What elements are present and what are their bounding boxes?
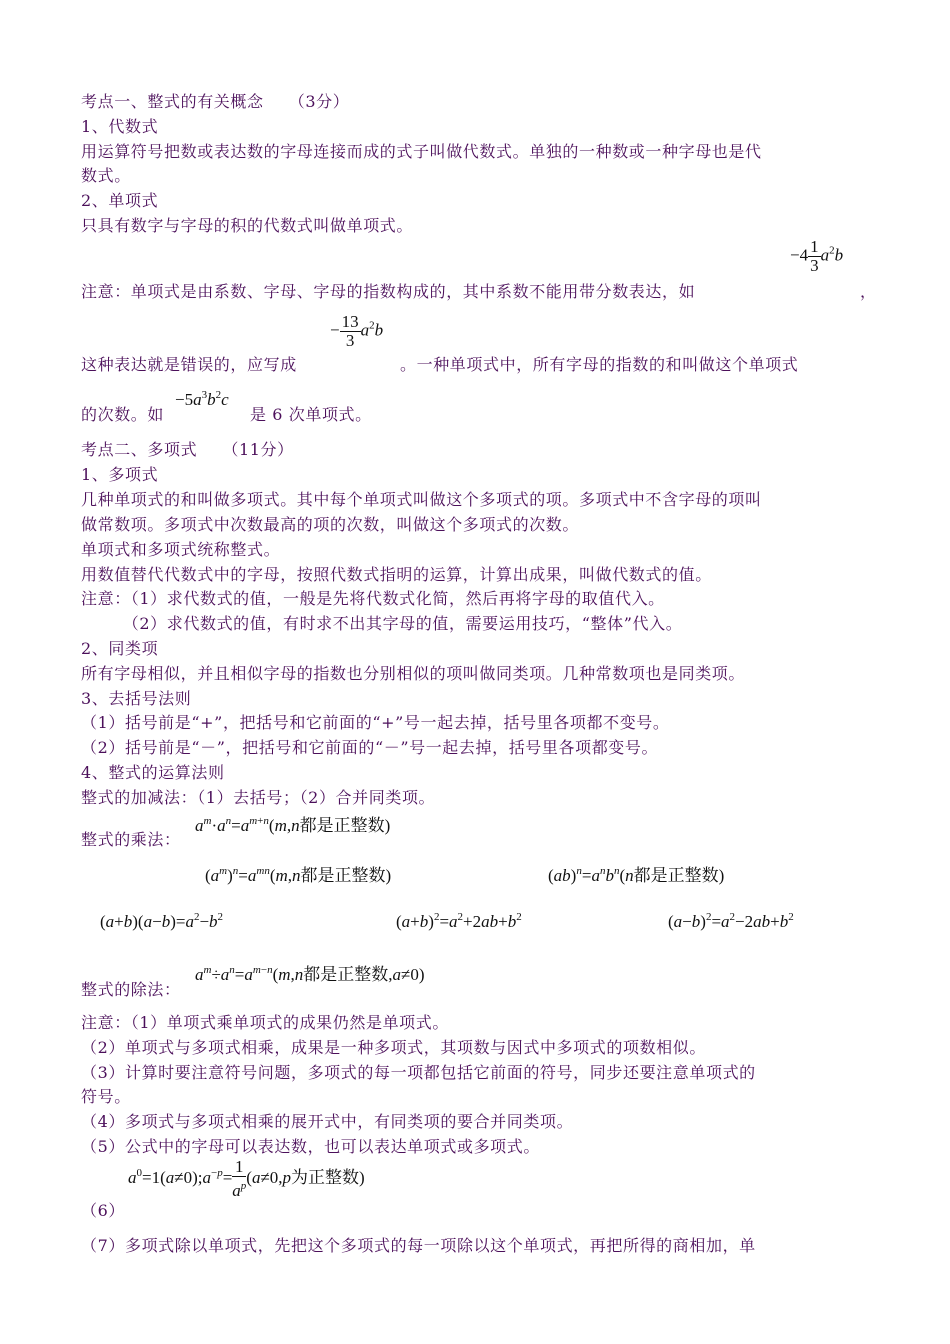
paragraph-line: 整式的乘法： <box>81 830 181 849</box>
subheading-bracket-rules: 3、去括号法则 <box>81 689 192 708</box>
paragraph-line: 所有字母相似，并且相似字母的指数也分别相似的项叫做同类项。几种常数项也是同类项。 <box>81 664 746 683</box>
note-line: 注意：（1）求代数式的值，一般是先将代数式化简，然后再将字母的取值代入。 <box>81 589 665 608</box>
paragraph-line: 注意：单项式是由系数、字母、字母的指数构成的，其中系数不能用带分数表达，如 <box>81 282 696 301</box>
subheading-polynomial: 1、多项式 <box>81 465 159 484</box>
section-heading-2: 考点二、多项式 （11分） <box>81 440 294 459</box>
paragraph-line: 只具有数字与字母的积的代数式叫做单项式。 <box>81 216 414 235</box>
paragraph-line: 整式的除法： <box>81 980 181 999</box>
paragraph-line: 这种表达就是错误的，应写成 <box>81 355 297 374</box>
formula-square-of-sum: $(a+b)^2=a^2+2ab+b^2$ <box>396 911 522 931</box>
note-line: （6） <box>81 1201 125 1220</box>
formula-power-quotient: $a^m\div a^n=a^{m-n}(m,n$都是正整数,a≠0) <box>195 964 425 985</box>
section-heading-1: 考点一、整式的有关概念 （3分） <box>81 92 350 111</box>
note-line: 符号。 <box>81 1087 131 1106</box>
subheading-monomial: 2、单项式 <box>81 191 159 210</box>
formula-mixed-number-coefficient: −4 $\frac{1}{3}$ $a^2b$ <box>790 237 844 275</box>
formula-power-product: $a^m\cdot a^n=a^{m+n}(m,n$都是正整数) <box>195 815 391 836</box>
formula-power-of-product: $(ab)^n=a^nb^n(n$都是正整数) <box>548 865 725 886</box>
paragraph-line: 整式的加减法：（1）去括号；（2）合并同类项。 <box>81 788 436 807</box>
paragraph-line: 是 6 次单项式。 <box>250 405 372 424</box>
paragraph-line: 单项式和多项式统称整式。 <box>81 540 281 559</box>
paragraph-line: 用运算符号把数或表达数的字母连接而成的式子叫做代数式。单独的一种数或一种字母也是代 <box>81 142 762 161</box>
formula-difference-of-squares: $(a+b)(a-b)=a^2-b^2$ <box>100 911 224 931</box>
formula-square-of-difference: $(a-b)^2=a^2-2ab+b^2$ <box>668 911 794 931</box>
note-line: （4）多项式与多项式相乘的展开式中，有同类项的要合并同类项。 <box>81 1112 574 1131</box>
paragraph-line: 几种单项式的和叫做多项式。其中每个单项式叫做这个多项式的项。多项式中不含字母的项叫 <box>81 490 762 509</box>
paragraph-line: 。一种单项式中，所有字母的指数的和叫做这个单项式 <box>400 355 799 374</box>
formula-monomial-degree-example: $-5a^3b^2c$ <box>175 389 229 409</box>
paragraph-line: 做常数项。多项式中次数最高的项的次数，叫做这个多项式的次数。 <box>81 515 580 534</box>
paragraph-line: 用数值替代代数式中的字母，按照代数式指明的运算，计算出成果，叫做代数式的值。 <box>81 565 712 584</box>
subheading-like-terms: 2、同类项 <box>81 639 159 658</box>
note-line: （7）多项式除以单项式，先把这个多项式的每一项除以这个单项式，再把所得的商相加，单 <box>81 1236 756 1255</box>
note-line: （5）公式中的字母可以表达数，也可以表达单项式或多项式。 <box>81 1137 540 1156</box>
note-line: 注意：（1）单项式乘单项式的成果仍然是单项式。 <box>81 1013 449 1032</box>
formula-improper-fraction-coefficient: − $\frac{13}{3}$ $a^2b$ <box>330 312 384 350</box>
note-line: （3）计算时要注意符号问题，多项式的每一项都包括它前面的符号，同步还要注意单项式的 <box>81 1063 756 1082</box>
rule-line: （1）括号前是“+”，把括号和它前面的“+”号一起去掉，括号里各项都不变号。 <box>81 713 670 732</box>
note-line: （2）求代数式的值，有时求不出其字母的值，需要运用技巧，“整体”代入。 <box>81 614 683 633</box>
subheading-algebraic-expression: 1、代数式 <box>81 117 159 136</box>
punctuation: ， <box>860 282 877 301</box>
paragraph-line: 数式。 <box>81 166 131 185</box>
rule-line: （2）括号前是“－”，把括号和它前面的“－”号一起去掉，括号里各项都变号。 <box>81 738 659 757</box>
formula-zero-negative-exponent: $a^0=1(a\ne 0);a^{-p}=$ $\frac{1}{a^p}$ (a≠0,p为正整数) <box>128 1157 365 1200</box>
paragraph-line: 的次数。如 <box>81 405 165 424</box>
formula-power-of-power: $(a^m)^n=a^{mn}(m,n$都是正整数) <box>205 865 392 886</box>
note-line: （2）单项式与多项式相乘，成果是一种多项式，其项数与因式中多项式的项数相似。 <box>81 1038 706 1057</box>
subheading-operation-rules: 4、整式的运算法则 <box>81 763 225 782</box>
